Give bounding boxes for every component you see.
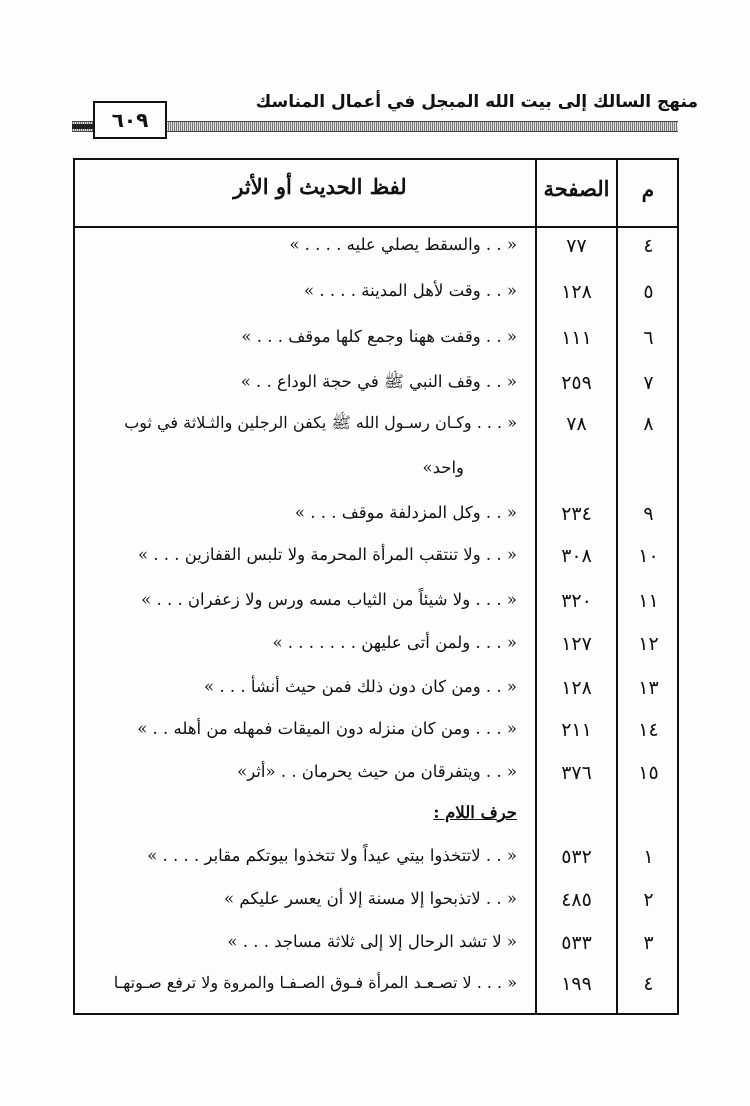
row-text: « . . وقت لأهل المدينة . . . . » — [303, 281, 517, 300]
row-page: ٥٣٢ — [561, 846, 592, 868]
table-row — [73, 973, 679, 1017]
row-number: ٢ — [643, 889, 654, 911]
row-page: ٧٨ — [566, 413, 587, 435]
row-number: ١ — [643, 846, 654, 868]
row-page: ٢١١ — [561, 719, 592, 741]
row-number: ١٠ — [638, 545, 659, 567]
row-text: « . . . لا تصـعـد المرأة فـوق الصـفـا والمروة ولا ترفع صـوتهـا — [113, 973, 517, 992]
row-text: « . . . ومن كان منزله دون الميقات فمهله من أهله . . » — [137, 719, 517, 738]
table-row — [73, 235, 679, 279]
row-text: « . . لاتتخذوا بيتي عيداً ولا تتخذوا بيوتكم مقابر . . . . » — [147, 846, 517, 865]
table-row — [73, 889, 679, 933]
table-row — [73, 633, 679, 677]
row-number: ١١ — [638, 590, 659, 612]
row-text: « . . . وكـان رسـول الله ﷺ يكفن الرجلين والثـلاثة في ثوب — [124, 413, 517, 432]
row-text: « . . والسقط يصلي عليه . . . . » — [289, 235, 517, 254]
table-row — [73, 413, 679, 501]
row-number: ٥ — [643, 281, 654, 303]
row-text: « . . ومن كان دون ذلك فمن حيث أنشأ . . . » — [204, 677, 517, 696]
table-row — [73, 545, 679, 589]
table-row — [73, 590, 679, 634]
row-page: ٤٨٥ — [561, 889, 592, 911]
table-row — [73, 503, 679, 547]
row-text: « . . . ولمن أتى عليهن . . . . . . . » — [272, 633, 517, 652]
row-page: ٣٢٠ — [561, 590, 592, 612]
table-row — [73, 281, 679, 325]
row-number: ٤ — [643, 973, 654, 995]
row-number: ٦ — [643, 327, 654, 349]
row-page: ١١١ — [561, 327, 592, 349]
row-number: ٩ — [643, 503, 654, 525]
header-divider — [73, 226, 679, 228]
row-text: « . . وكل المزدلفة موقف . . . » — [294, 503, 517, 522]
row-page: ٥٣٣ — [561, 932, 592, 954]
row-page: ٣٠٨ — [561, 545, 592, 567]
row-number: ١٥ — [638, 762, 659, 784]
table-row — [73, 762, 679, 806]
table-row — [73, 677, 679, 721]
table-row — [73, 327, 679, 371]
row-number: ١٢ — [638, 633, 659, 655]
row-number: ٨ — [643, 413, 654, 435]
row-page: ٣٧٦ — [561, 762, 592, 784]
row-page: ٢٣٤ — [561, 503, 592, 525]
row-text-continuation: واحد» — [422, 458, 464, 477]
row-page: ١٢٨ — [561, 677, 592, 699]
row-text: « . . . ولا شيئاً من الثياب مسه ورس ولا زعفران . . . » — [141, 590, 517, 609]
table-row — [73, 719, 679, 763]
row-text: « لا تشد الرحال إلا إلى ثلاثة مساجد . . . » — [227, 932, 517, 951]
row-page: ٢٥٩ — [561, 372, 592, 394]
column-header-number: م — [641, 178, 655, 202]
row-text: « . . وقفت ههنا وجمع كلها موقف . . . » — [241, 327, 517, 346]
row-number: ١٣ — [638, 677, 659, 699]
row-text: « . . وقف النبي ﷺ في حجة الوداع . . » — [240, 372, 517, 391]
row-page: ٧٧ — [566, 235, 587, 257]
row-number: ٣ — [643, 932, 654, 954]
table-row — [73, 932, 679, 976]
row-page: ١٢٧ — [561, 633, 592, 655]
row-text: « . . ويتفرقان من حيث يحرمان . . «أثر» — [237, 762, 517, 781]
column-header-text: لفظ الحديث أو الأثر — [233, 174, 407, 199]
row-number: ٧ — [643, 372, 654, 394]
row-page: ١٩٩ — [561, 973, 592, 995]
table-row — [73, 846, 679, 890]
section-heading: حرف اللام : — [433, 803, 517, 822]
row-number: ١٤ — [638, 719, 659, 741]
row-text: « . . ولا تنتقب المرأة المحرمة ولا تلبس القفازين . . . » — [137, 545, 517, 564]
row-number: ٤ — [643, 235, 654, 257]
row-text: « . . لاتذبحوا إلا مسنة إلا أن يعسر عليكم » — [224, 889, 517, 908]
running-header-title: منهج السالك إلى بيت الله المبجل في أعمال المناسك — [255, 92, 698, 112]
column-header-page: الصفحة — [543, 176, 610, 201]
page-number: ٦٠٩ — [93, 101, 167, 139]
table-row — [73, 372, 679, 416]
row-page: ١٢٨ — [561, 281, 592, 303]
section-row — [73, 803, 679, 847]
